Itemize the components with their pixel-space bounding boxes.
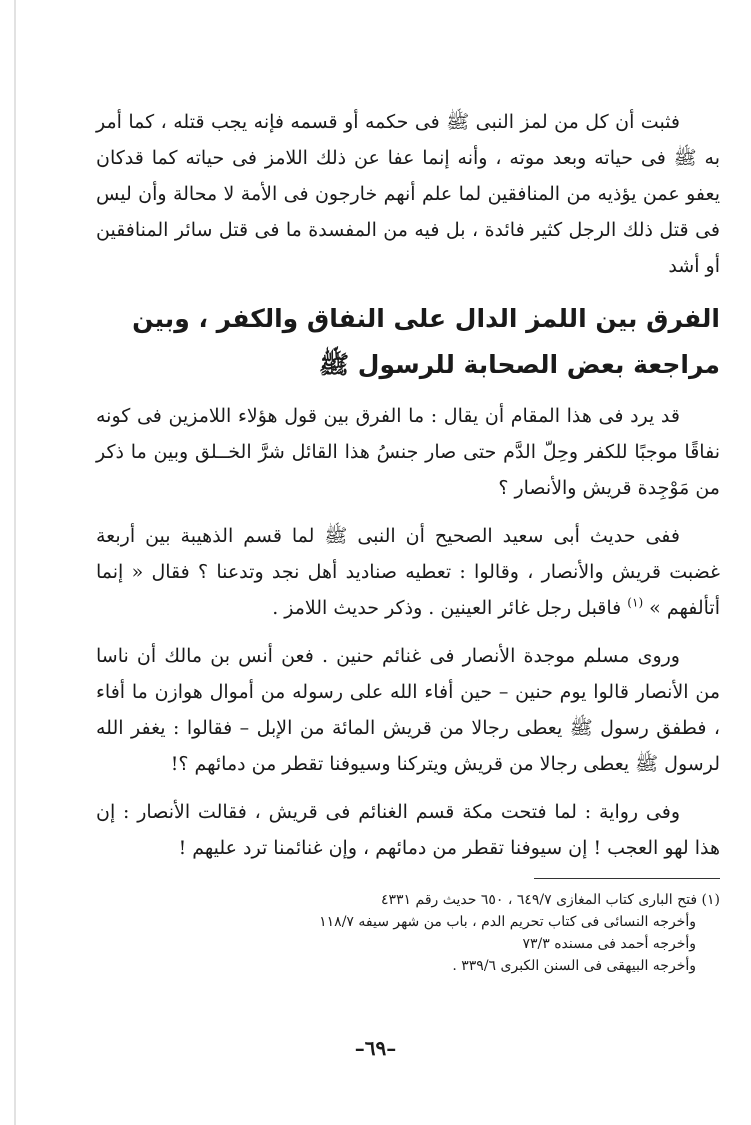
paragraph-3 xyxy=(96,518,720,626)
page-edge-shadow xyxy=(14,0,16,1125)
footnote-line: وأخرجه البيهقى فى السنن الكبرى ٣٣٩/٦ . xyxy=(452,958,696,974)
footnote-line: وأخرجه أحمد فى مسنده ٧٣/٣ xyxy=(522,936,696,952)
page-number: –٦٩– xyxy=(354,1036,397,1060)
footnotes xyxy=(96,889,720,977)
paragraph-4: وروى مسلم موجدة الأنصار فى غنائم حنين . فعن أنس بن مالك أن ناسا من الأنصار قالوا يوم حنين – حين أفاء الله على رسوله من أموال هوازن ما أفاء ، فطفق رسول ﷺ يعطى رجالا من قريش المائة من الإبل – فقالوا : يغفر الله لرسول ﷺ يعطى رجالا من قريش ويتركنا وسيوفنا تقطر من دمائهم ؟! xyxy=(96,645,720,775)
paragraph-2: قد يرد فى هذا المقام أن يقال : ما الفرق بين قول هؤلاء اللامزين فى كونه نفاقًا موجبًا للكفر وحِلّ الدَّم حتى صار جنسُ هذا القائل شرَّ الخــلق وبين ما ذكر من مَوْجِدة قريش والأنصار ؟ xyxy=(96,405,720,499)
paragraph-3-tail: فاقبل رجل غائر العينين . وذكر حديث اللامز . xyxy=(272,597,628,619)
paragraph-1: فثبت أن كل من لمز النبى ﷺ فى حكمه أو قسمه فإنه يجب قتله ، كما أمر به ﷺ فى حياته وبعد موته ، وأنه إنما عفا عن ذلك اللامز فى حياته كما قدكان يعفو عمن يؤذيه من المنافقين لما علم أنهم خارجون فى الأمة لا محالة وأن ليس فى قتل ذلك الرجل كثير فائدة ، بل فيه من المفسدة ما فى قتل سائر المنافقين أو أشد xyxy=(96,111,720,277)
footnote-line: وأخرجه النسائى فى كتاب تحريم الدم ، باب من شهر سيفه ١١٨/٧ xyxy=(319,914,696,930)
footnote-separator xyxy=(534,878,720,879)
paragraph-5: وفى رواية : لما فتحت مكة قسم الغنائم فى قريش ، فقالت الأنصار : إن هذا لهو العجب ! إن سيوفنا تقطر من دمائهم ، وإن غنائمنا ترد عليهم ! xyxy=(96,801,720,859)
page-content xyxy=(96,104,720,977)
paragraph-3-main: ففى حديث أبى سعيد الصحيح أن النبى ﷺ لما قسم الذهيبة بين أربعة غضبت قريش والأنصار ، وقالوا : تعطيه صناديد أهل نجد وتدعنا ؟ فقال « إنما أتألفهم » xyxy=(96,525,720,619)
section-heading: الفرق بين اللمز الدال على النفاق والكفر ، وبين مراجعة بعض الصحابة للرسول ﷺ xyxy=(132,304,720,379)
footnote-reference[interactable]: (١) xyxy=(627,595,644,610)
footnote-1: (١) فتح البارى كتاب المغازى ٦٤٩/٧ ، ٦٥٠ حديث رقم ٤٣٣١ xyxy=(381,892,720,908)
